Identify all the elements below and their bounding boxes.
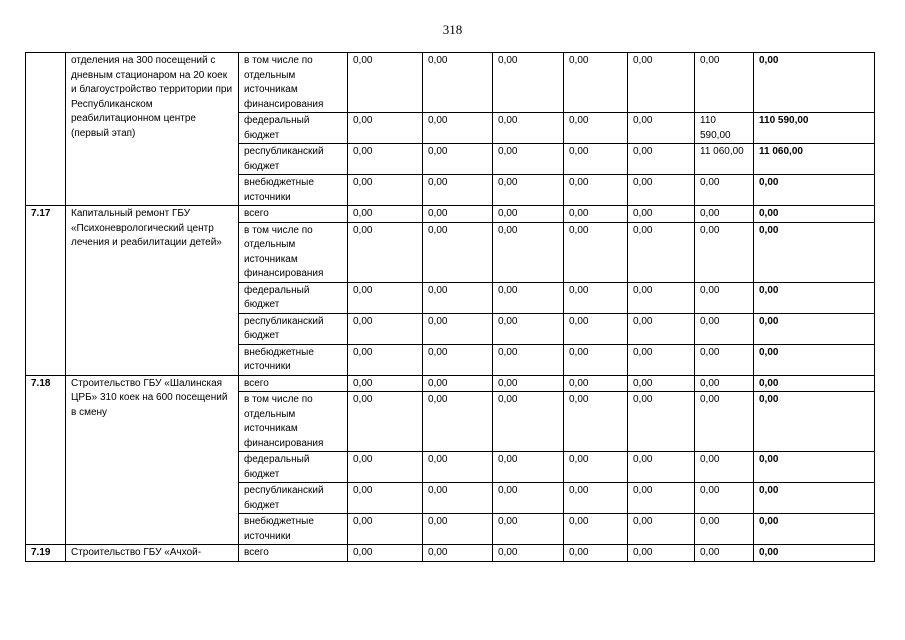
year-value-cell: 0,00	[564, 206, 628, 223]
year-value-cell: 0,00	[348, 483, 423, 514]
year-value-cell: 0,00	[423, 282, 493, 313]
year-value-cell: 0,00	[564, 514, 628, 545]
table-row	[26, 375, 875, 392]
year-value-cell: 0,00	[695, 53, 754, 113]
table-row	[26, 545, 875, 562]
year-value-cell: 0,00	[695, 175, 754, 206]
funding-source: республиканский бюджет	[239, 313, 348, 344]
funding-source: в том числе по отдельным источникам финансирования	[239, 53, 348, 113]
budget-table-body	[26, 53, 875, 562]
year-value-cell: 0,00	[348, 282, 423, 313]
year-value-cell: 0,00	[564, 313, 628, 344]
year-value-cell: 0,00	[493, 452, 564, 483]
total-value-cell: 0,00	[754, 175, 875, 206]
row-number: 7.19	[26, 545, 66, 562]
year-value-cell: 0,00	[564, 113, 628, 144]
year-value-cell: 0,00	[564, 545, 628, 562]
year-value-cell: 0,00	[348, 375, 423, 392]
budget-table	[25, 52, 875, 562]
year-value-cell: 0,00	[493, 282, 564, 313]
year-value-cell: 0,00	[348, 222, 423, 282]
year-value-cell: 0,00	[423, 514, 493, 545]
year-value-cell: 0,00	[628, 113, 695, 144]
funding-source: в том числе по отдельным источникам финансирования	[239, 222, 348, 282]
year-value-cell: 0,00	[628, 53, 695, 113]
year-value-cell: 0,00	[695, 514, 754, 545]
year-value-cell: 11 060,00	[695, 144, 754, 175]
year-value-cell: 0,00	[493, 313, 564, 344]
year-value-cell: 0,00	[348, 113, 423, 144]
funding-source: внебюджетные источники	[239, 514, 348, 545]
year-value-cell: 0,00	[628, 392, 695, 452]
funding-source: внебюджетные источники	[239, 175, 348, 206]
funding-source: всего	[239, 545, 348, 562]
year-value-cell: 0,00	[564, 452, 628, 483]
year-value-cell: 0,00	[628, 375, 695, 392]
measure-name: Строительство ГБУ «Шалинская ЦРБ» 310 коек на 600 посещений в смену	[66, 375, 239, 545]
funding-source: всего	[239, 375, 348, 392]
year-value-cell: 0,00	[695, 452, 754, 483]
year-value-cell: 0,00	[564, 175, 628, 206]
year-value-cell: 0,00	[628, 545, 695, 562]
year-value-cell: 0,00	[423, 222, 493, 282]
funding-source: федеральный бюджет	[239, 282, 348, 313]
row-number	[26, 53, 66, 206]
total-value-cell: 0,00	[754, 222, 875, 282]
total-value-cell: 0,00	[754, 313, 875, 344]
year-value-cell: 0,00	[628, 313, 695, 344]
funding-source: внебюджетные источники	[239, 344, 348, 375]
year-value-cell: 0,00	[628, 452, 695, 483]
year-value-cell: 0,00	[348, 313, 423, 344]
year-value-cell: 0,00	[493, 514, 564, 545]
measure-name: отделения на 300 посещений с дневным стационаром на 20 коек и благоустройство территории при Республиканском реабилитационном центре (первый этап)	[66, 53, 239, 206]
year-value-cell: 0,00	[695, 344, 754, 375]
total-value-cell: 0,00	[754, 545, 875, 562]
year-value-cell: 0,00	[348, 206, 423, 223]
year-value-cell: 0,00	[348, 545, 423, 562]
funding-source: федеральный бюджет	[239, 113, 348, 144]
year-value-cell: 0,00	[348, 53, 423, 113]
measure-name: Строительство ГБУ «Ачхой-	[66, 545, 239, 562]
year-value-cell: 0,00	[695, 222, 754, 282]
total-value-cell: 0,00	[754, 452, 875, 483]
year-value-cell: 0,00	[628, 483, 695, 514]
year-value-cell: 0,00	[493, 483, 564, 514]
year-value-cell: 0,00	[493, 344, 564, 375]
total-value-cell: 0,00	[754, 514, 875, 545]
year-value-cell: 0,00	[348, 144, 423, 175]
year-value-cell: 0,00	[423, 175, 493, 206]
year-value-cell: 0,00	[423, 392, 493, 452]
year-value-cell: 0,00	[423, 206, 493, 223]
year-value-cell: 0,00	[628, 206, 695, 223]
year-value-cell: 0,00	[493, 53, 564, 113]
funding-source: в том числе по отдельным источникам финансирования	[239, 392, 348, 452]
funding-source: республиканский бюджет	[239, 144, 348, 175]
year-value-cell: 0,00	[493, 545, 564, 562]
funding-source: федеральный бюджет	[239, 452, 348, 483]
year-value-cell: 0,00	[628, 144, 695, 175]
year-value-cell: 0,00	[423, 53, 493, 113]
funding-source: всего	[239, 206, 348, 223]
year-value-cell: 0,00	[695, 483, 754, 514]
year-value-cell: 0,00	[564, 392, 628, 452]
total-value-cell: 0,00	[754, 483, 875, 514]
year-value-cell: 0,00	[695, 206, 754, 223]
year-value-cell: 0,00	[695, 375, 754, 392]
funding-source: республиканский бюджет	[239, 483, 348, 514]
total-value-cell: 0,00	[754, 375, 875, 392]
year-value-cell: 0,00	[695, 313, 754, 344]
year-value-cell: 0,00	[423, 375, 493, 392]
year-value-cell: 0,00	[628, 175, 695, 206]
year-value-cell: 0,00	[564, 375, 628, 392]
total-value-cell: 0,00	[754, 282, 875, 313]
year-value-cell: 0,00	[493, 222, 564, 282]
table-row	[26, 53, 875, 113]
year-value-cell: 0,00	[423, 144, 493, 175]
year-value-cell: 0,00	[695, 545, 754, 562]
year-value-cell: 0,00	[423, 483, 493, 514]
year-value-cell: 0,00	[564, 144, 628, 175]
year-value-cell: 0,00	[695, 392, 754, 452]
year-value-cell: 0,00	[695, 282, 754, 313]
total-value-cell: 0,00	[754, 344, 875, 375]
year-value-cell: 0,00	[493, 175, 564, 206]
page-number: 318	[442, 22, 463, 37]
year-value-cell: 0,00	[493, 144, 564, 175]
total-value-cell: 0,00	[754, 206, 875, 223]
row-number: 7.18	[26, 375, 66, 545]
year-value-cell: 0,00	[423, 545, 493, 562]
year-value-cell: 0,00	[564, 483, 628, 514]
year-value-cell: 0,00	[628, 514, 695, 545]
year-value-cell: 0,00	[493, 206, 564, 223]
year-value-cell: 0,00	[564, 282, 628, 313]
year-value-cell: 110 590,00	[695, 113, 754, 144]
year-value-cell: 0,00	[628, 344, 695, 375]
table-row	[26, 206, 875, 223]
year-value-cell: 0,00	[348, 452, 423, 483]
total-value-cell: 0,00	[754, 392, 875, 452]
year-value-cell: 0,00	[423, 344, 493, 375]
year-value-cell: 0,00	[348, 344, 423, 375]
total-value-cell: 110 590,00	[754, 113, 875, 144]
year-value-cell: 0,00	[493, 392, 564, 452]
year-value-cell: 0,00	[348, 514, 423, 545]
year-value-cell: 0,00	[493, 113, 564, 144]
year-value-cell: 0,00	[493, 375, 564, 392]
year-value-cell: 0,00	[423, 113, 493, 144]
year-value-cell: 0,00	[348, 175, 423, 206]
year-value-cell: 0,00	[564, 53, 628, 113]
year-value-cell: 0,00	[628, 222, 695, 282]
year-value-cell: 0,00	[423, 313, 493, 344]
year-value-cell: 0,00	[564, 222, 628, 282]
row-number: 7.17	[26, 206, 66, 376]
year-value-cell: 0,00	[348, 392, 423, 452]
measure-name: Капитальный ремонт ГБУ «Психоневрологический центр лечения и реабилитации детей»	[66, 206, 239, 376]
total-value-cell: 11 060,00	[754, 144, 875, 175]
year-value-cell: 0,00	[564, 344, 628, 375]
year-value-cell: 0,00	[423, 452, 493, 483]
total-value-cell: 0,00	[754, 53, 875, 113]
year-value-cell: 0,00	[628, 282, 695, 313]
